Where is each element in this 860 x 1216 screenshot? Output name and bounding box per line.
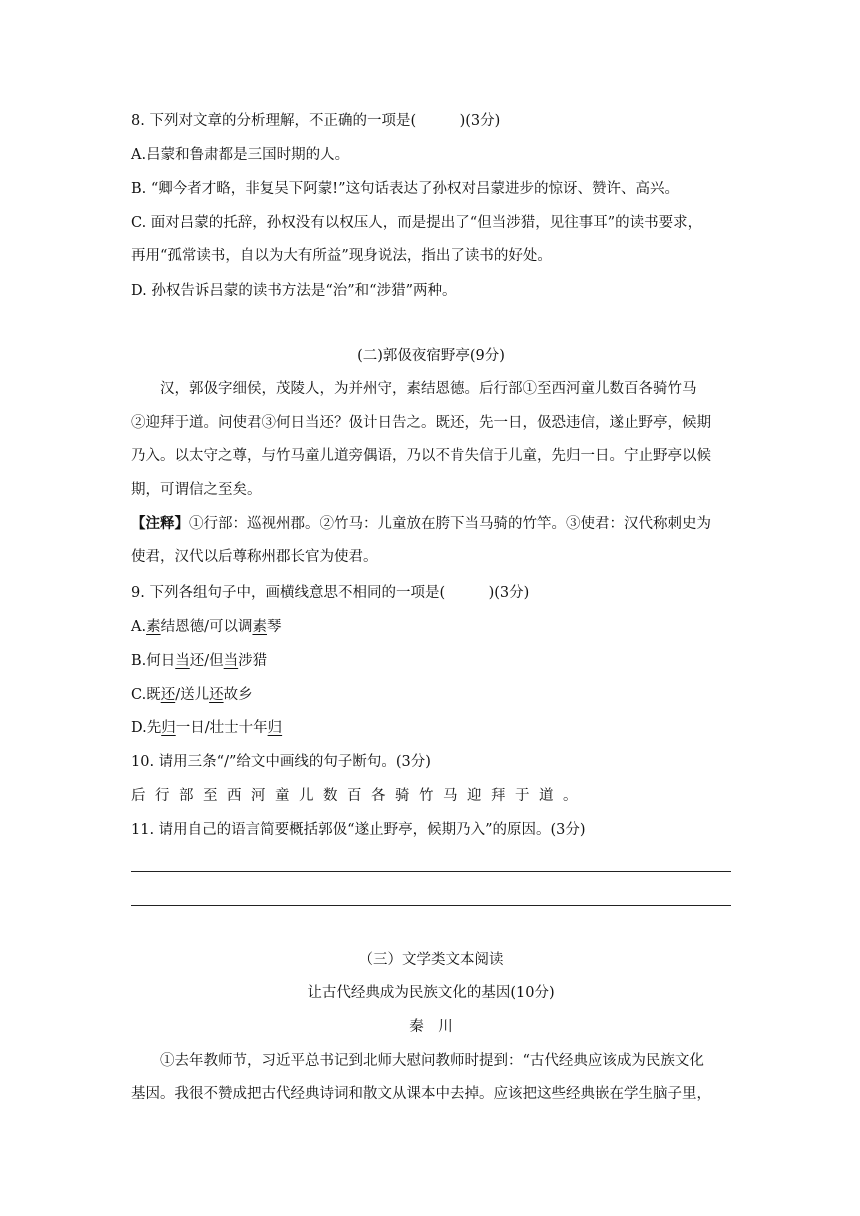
q9-c-underlined-1: 还 — [160, 687, 176, 703]
q8-option-a: A.吕蒙和鲁肃都是三国时期的人。 — [131, 147, 350, 163]
q9-b-prefix: B.何日 — [131, 653, 176, 669]
q9-option-a — [131, 617, 731, 637]
q9-d-underlined-2: 归 — [267, 720, 283, 736]
note-label: 【注释】 — [131, 515, 189, 532]
passage3-author: 秦 川 — [409, 1019, 453, 1035]
answer-line-1[interactable] — [131, 871, 731, 872]
passage2-note-line2: 使君，汉代以后尊称州郡长官为使君。 — [131, 549, 378, 565]
q9-d-prefix: D.先 — [131, 720, 162, 736]
q9-d-underlined-1: 归 — [161, 720, 176, 736]
q9-d-middle: 一日/壮士十年 — [175, 720, 268, 736]
answer-line-2[interactable] — [131, 905, 731, 906]
passage3-title: 让古代经典成为民族文化的基因(10分) — [307, 985, 555, 1001]
q9-b-middle: 还/但 — [189, 653, 224, 669]
q10-stem: 10. 请用三条“/”给文中画线的句子断句。(3分) — [131, 754, 431, 770]
q9-a-suffix: 琴 — [266, 619, 282, 635]
passage2-para-line4: 期，可谓信之至矣。 — [131, 482, 262, 498]
q9-option-d — [131, 718, 731, 738]
q9-c-underlined-2: 还 — [209, 687, 224, 703]
passage3-section-heading: （三）文学类文本阅读 — [358, 952, 504, 968]
q9-stem: 9. 下列各组句子中，画横线意思不相同的一项是( )(3分) — [131, 585, 530, 601]
passage2-note-line1 — [131, 514, 731, 534]
q9-c-suffix: 故乡 — [223, 687, 253, 703]
passage2-title: (二)郭伋夜宿野亭(9分) — [357, 348, 505, 364]
passage3-para-line2: 基因。我很不赞成把古代经典诗词和散文从课本中去掉。应该把这些经典嵌在学生脑子里， — [131, 1086, 711, 1102]
passage2-para-line1: 汉，郭伋字细侯，茂陵人，为并州守，素结恩德。后行部①至西河童儿数百各骑竹马 — [160, 381, 697, 397]
q9-a-prefix: A. — [131, 619, 147, 635]
q9-option-c — [131, 685, 731, 705]
q9-option-b — [131, 651, 731, 671]
note-text-1: ①行部：巡视州郡。②竹马：儿童放在胯下当马骑的竹竿。③使君：汉代称刺史为 — [189, 516, 711, 532]
q9-a-underlined-1: 素 — [146, 619, 161, 635]
passage2-para-line2: ②迎拜于道。问使君③何日当还？伋计日告之。既还，先一日，伋恐违信，遂止野亭，候期 — [131, 415, 711, 431]
q9-a-middle: 结恩德/可以调 — [160, 619, 253, 635]
q9-b-underlined-1: 当 — [175, 653, 190, 669]
q8-option-c-line1: C. 面对吕蒙的托辞，孙权没有以权压人，而是提出了“但当涉猎，见往事耳”的读书要求， — [131, 215, 703, 231]
q11-stem: 11. 请用自己的语言简要概括郭伋“遂止野亭，候期乃入”的原因。(3分) — [131, 822, 586, 838]
q8-option-c-line2: 再用“孤常读书，自以为大有所益”现身说法，指出了读书的好处。 — [131, 248, 552, 264]
q8-option-d: D. 孙权告诉吕蒙的读书方法是“治”和“涉猎”两种。 — [131, 283, 457, 299]
q8-option-b: B. “卿今者才略，非复吴下阿蒙!”这句话表达了孙权对吕蒙进步的惊讶、赞许、高兴。 — [131, 181, 680, 197]
q9-b-underlined-2: 当 — [223, 653, 239, 669]
q9-b-suffix: 涉猎 — [238, 653, 268, 669]
q10-sentence: 后行部至西河童儿数百各骑竹马迎拜于道。 — [131, 788, 587, 804]
q8-stem: 8. 下列对文章的分析理解，不正确的一项是( )(3分) — [131, 113, 501, 129]
q9-c-middle: /送儿 — [175, 687, 210, 703]
q9-c-prefix: C.既 — [131, 687, 161, 703]
q9-a-underlined-2: 素 — [252, 619, 267, 635]
passage3-para-line1: ①去年教师节，习近平总书记到北师大慰问教师时提到：“古代经典应该成为民族文化 — [160, 1053, 704, 1069]
passage2-para-line3: 乃入。以太守之尊，与竹马童儿道旁偶语，乃以不肯失信于儿童，先归一日。宁止野亭以候 — [131, 448, 711, 464]
